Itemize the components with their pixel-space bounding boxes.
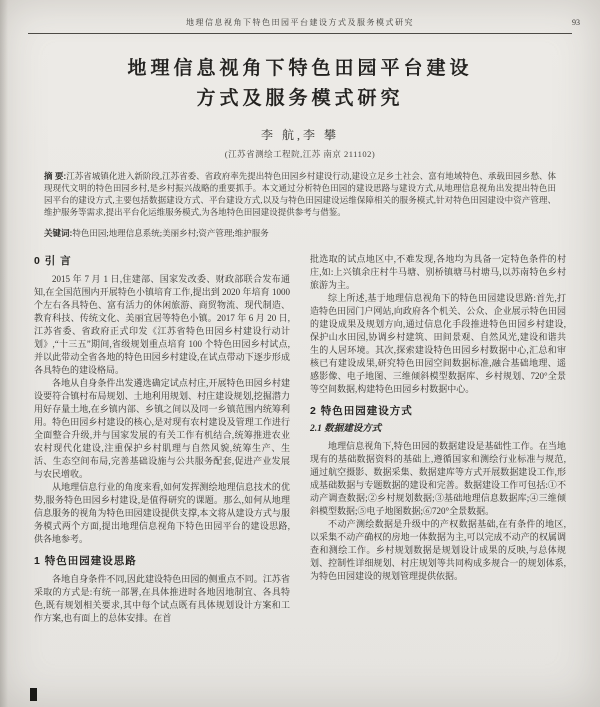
section-0-paragraph-3: 从地理信息行业的角度来看,如何发挥测绘地理信息技术的优势,服务特色田园乡村建设,是值得研究的课题。那么,如何从地理信息服务的视角为特色田园建设提供支撑,本文将从建设方式与服务模式两个方面,提出地理信息视角下特色田园平台的建设思路,供各地参考。	[34, 481, 290, 544]
scan-artifact	[30, 688, 37, 701]
keywords-text: 特色田园;地理信息系统;美丽乡村;资产管理;维护服务	[72, 227, 269, 238]
section-0-paragraph-2: 各地从自身条件出发遴选确定试点村庄,开展特色田园乡村建设要符合镇村布局规划、土地利用规划、村庄建设规划,挖掘潜力用好存量土地,在乡镇内部、乡镇之间以及同一乡镇范围内统筹利用。特色田园乡村建设的核心,是对现有农村建设及管理工作进行全面整合升级,并与国家发展的有关工作有机结合,统筹推进农业农村现代化建设,注重保护乡村肌理与自然风貌,统筹生产、生活、生态空间布局,完善基础设施与公共服务配套,促进产业发展与农民增收。	[34, 377, 290, 479]
section-1-heading: 1 特色田园建设思路	[34, 554, 137, 567]
abstract-text: 江苏省城镇化进入新阶段,江苏省委、省政府率先提出特色田园乡村建设行动,建设立足乡土社会、富有地域特色、承载田园乡愁、体现现代文明的特色田园乡村,是乡村振兴战略的重要抓手。本文通过分析特色田园的建设思路与建设方式,从地理信息视角出发提出特色田园平台的建设方式,主要包括数据建设方式、平台建设方式,以及与特色田园建设运维保障相关的服务模式,针对特色田园建设中资产管理、维护服务等需求,提出平台化运维服务模式,为各地特色田园建设提供参考与借鉴。	[44, 171, 556, 217]
article-title-line2: 方式及服务模式研究	[196, 88, 404, 109]
section-2-heading: 2 特色田园建设方式	[310, 404, 413, 417]
abstract	[34, 170, 566, 218]
affiliation: (江苏省测绘工程院,江苏 南京 211102)	[224, 149, 376, 159]
section-2-1-paragraph-1: 地理信息视角下,特色田园的数据建设是基础性工作。在当地现有的基础数据资料的基础上,遵循国家和测绘行业标准与规范,通过航空摄影、数据采集、数据建库等方式开展数据建设工作,形成基础数据与专题数据的建设和完善。数据建设工作可包括:①不动产调查数据;②乡村规划数据;③基础地理信息数据库;④三维倾斜模型数据;⑤电子地图数据;⑥720°全景数据。	[310, 440, 566, 516]
right-column	[310, 253, 566, 683]
section-1-paragraph-1: 各地自身条件不同,因此建设特色田园的侧重点不同。江苏省采取的方式是:有统一部署,在具体推进时各地因地制宜、各具特色,既有规划相关要求,其中每个试点既有具体规划设计方案和工作方案,也有面上的总体安排。在首	[34, 573, 290, 623]
keywords	[34, 227, 566, 239]
running-head	[34, 16, 580, 30]
header-rule	[28, 33, 572, 34]
page-number: 93	[572, 18, 580, 27]
keywords-label: 关键词:	[44, 227, 73, 238]
section-2-1-heading: 2.1 数据建设方式	[310, 423, 382, 434]
running-title: 地理信息视角下特色田园平台建设方式及服务模式研究	[186, 18, 414, 27]
article-title-line1: 地理信息视角下特色田园平台建设	[127, 58, 473, 79]
section-2-1-paragraph-2: 不动产测绘数据是升级中的产权数据基础,在有条件的地区,以采集不动产确权的房地一体数据为主,可以完成不动产的权属调查和测绘工作。乡村规划数据是规划设计成果的反映,与总体规划、控制性详细规划、村庄规划等共同构成多规合一的规划体系,为特色田园建设的规划管理提供依据。	[310, 518, 566, 581]
authors: 李 航,李 攀	[260, 128, 339, 142]
body-columns	[34, 253, 566, 683]
section-0-paragraph-1: 2015 年 7 月 1 日,住建部、国家发改委、财政部联合发布通知,在全国范围内开展特色小镇培育工作,提出到 2020 年培育 1000 个左右各具特色、富有活力的休闲旅游、商贸物流、现代制造、教育科技、传统文化、美丽宜居等特色小镇。2017 年 6 月 20 日,江苏省委、省政府正式印发《江苏省特色田园乡村建设行动计划》,“十三五”期间,省级规划重点培育 100 个特色田园乡村试点,并以此带动全省各地的特色田园乡村建设,在试点带动下逐步形成各具特色的建设格局。	[34, 273, 290, 375]
article-title	[34, 54, 566, 114]
scan-edge-shade	[0, 0, 8, 707]
left-column	[34, 253, 290, 683]
summary-paragraph: 综上所述,基于地理信息视角下的特色田园建设思路:首先,打造特色田园门户网站,向政府各个机关、公众、企业展示特色田园的建设成果及规划方向,通过信息化手段推进特色田园乡村建设,保护山水田园,协调乡村建筑、田间景观、自然风光,建设和谐共生的人居环境。其次,探索建设特色田园乡村数据中心,汇总和审核已有建设成果,研究特色田园空间数据标准,融合基础地理、遥感影像、电子地图、三维倾斜模型数据库、乡村规划、720°全景等空间数据,构建特色田园乡村数据中心。	[310, 292, 566, 394]
abstract-label: 摘 要:	[44, 171, 67, 181]
section-0-heading: 0 引 言	[34, 254, 72, 267]
continued-paragraph: 批选取的试点地区中,不难发现,各地均为具备一定特色条件的村庄,如:上兴镇余庄村牛马塘、别桥镇塘马村塘马,以苏南特色乡村旅游为主。	[310, 253, 566, 290]
